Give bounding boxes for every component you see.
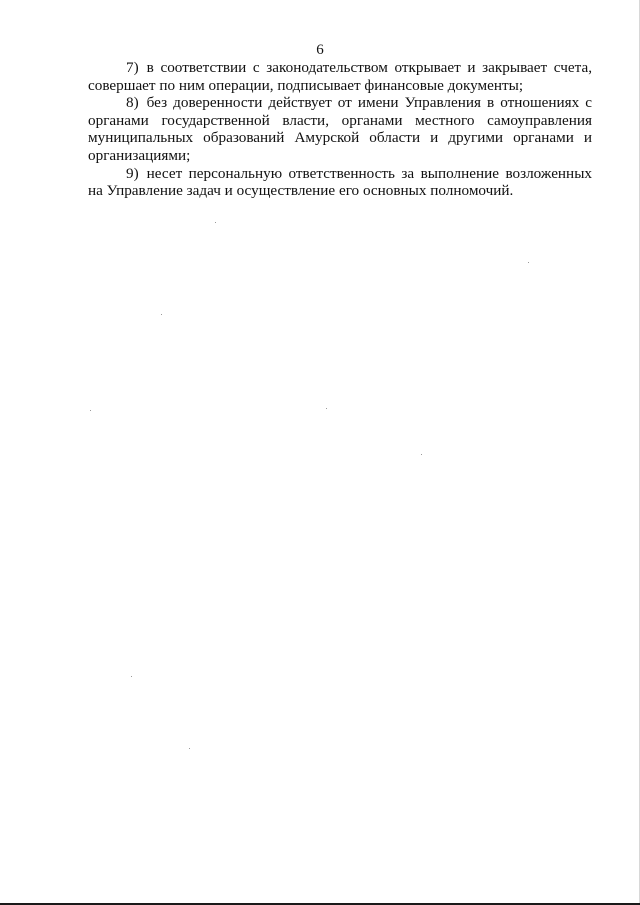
scan-speck — [326, 408, 327, 409]
scan-speck — [421, 454, 422, 455]
list-item-number: 9) — [126, 164, 139, 182]
list-item-text: несет персональную ответственность за выполнение возложенных на Управление задач и осуществление его основных полномочий. — [88, 164, 592, 200]
scan-speck — [189, 748, 190, 749]
list-item-7 — [88, 59, 592, 94]
list-item-number: 7) — [126, 59, 139, 76]
scan-speck — [528, 262, 529, 263]
scan-speck — [215, 222, 216, 223]
list-item-8 — [88, 94, 592, 164]
list-item-9 — [88, 165, 592, 200]
scan-speck — [90, 410, 91, 411]
list-item-text: в соответствии с законодательством открывает и закрывает счета, совершает по ним операции, подписывает финансовые документы; — [88, 59, 592, 94]
document-body — [88, 59, 592, 200]
list-item-number: 8) — [126, 94, 139, 112]
scan-speck — [161, 314, 162, 315]
scan-speck — [131, 676, 132, 677]
list-item-text: без доверенности действует от имени Управления в отношениях с органами государственной власти, органами местного самоуправления муниципальных образований Амурской области и другими органами и организациями; — [88, 94, 592, 164]
page-number: 6 — [316, 42, 324, 58]
